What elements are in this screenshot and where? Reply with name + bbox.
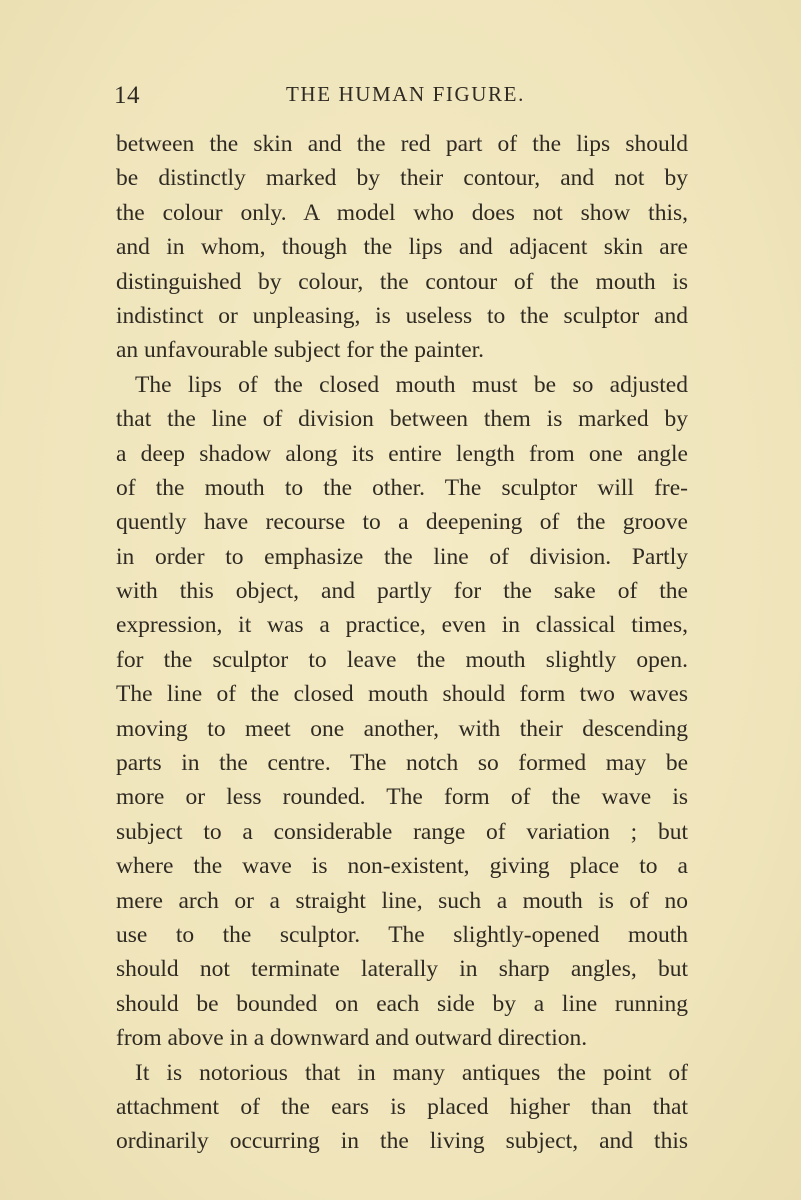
running-title: THE HUMAN FIGURE. [286,82,525,106]
page-number: 14 [114,82,140,109]
text-line: The line of the closed mouth should form two waves [116,681,688,708]
text-line: of the mouth to the other. The sculptor will fre- [116,474,688,501]
text-line: attachment of the ears is placed higher than that [116,1093,688,1120]
text-line: subject to a considerable range of variation ; but [116,818,688,845]
running-head [0,82,801,116]
paragraph-start-line: It is notorious that in many antiques the point of [135,1059,688,1086]
text-line: a deep shadow along its entire length from one angle [116,440,688,467]
text-line: where the wave is non-existent, giving place to a [116,853,688,880]
text-line: for the sculptor to leave the mouth slightly open. [116,646,688,673]
text-line: and in whom, though the lips and adjacent skin are [116,234,688,261]
text-line: with this object, and partly for the sake of the [116,578,688,605]
text-line: moving to meet one another, with their descending [116,715,688,742]
paragraph-start-line: The lips of the closed mouth must be so adjusted [135,371,688,398]
text-line: parts in the centre. The notch so formed may be [116,750,688,777]
text-line: quently have recourse to a deepening of the groove [116,509,688,536]
text-line: the colour only. A model who does not show this, [116,199,688,226]
text-line: be distinctly marked by their contour, and not by [116,165,688,192]
text-line: mere arch or a straight line, such a mouth is of no [116,887,688,914]
text-line: more or less rounded. The form of the wave is [116,784,688,811]
text-line: that the line of division between them is marked by [116,406,688,433]
text-line: expression, it was a practice, even in classical times, [116,612,688,639]
text-line: between the skin and the red part of the lips should [116,131,688,157]
text-line: indistinct or unpleasing, is useless to the sculptor and [116,302,688,329]
text-line: in order to emphasize the line of division. Partly [116,543,688,570]
text-line: an unfavourable subject for the painter. [116,337,485,364]
text-line: should be bounded on each side by a line running [116,990,688,1017]
body-text [116,127,688,1159]
text-line: ordinarily occurring in the living subject, and this [116,1128,688,1155]
text-line: should not terminate laterally in sharp angles, but [116,956,688,983]
text-line: distinguished by colour, the contour of the mouth is [116,268,688,295]
text-line: use to the sculptor. The slightly-opened mouth [116,921,688,948]
text-line: from above in a downward and outward direction. [116,1025,588,1052]
